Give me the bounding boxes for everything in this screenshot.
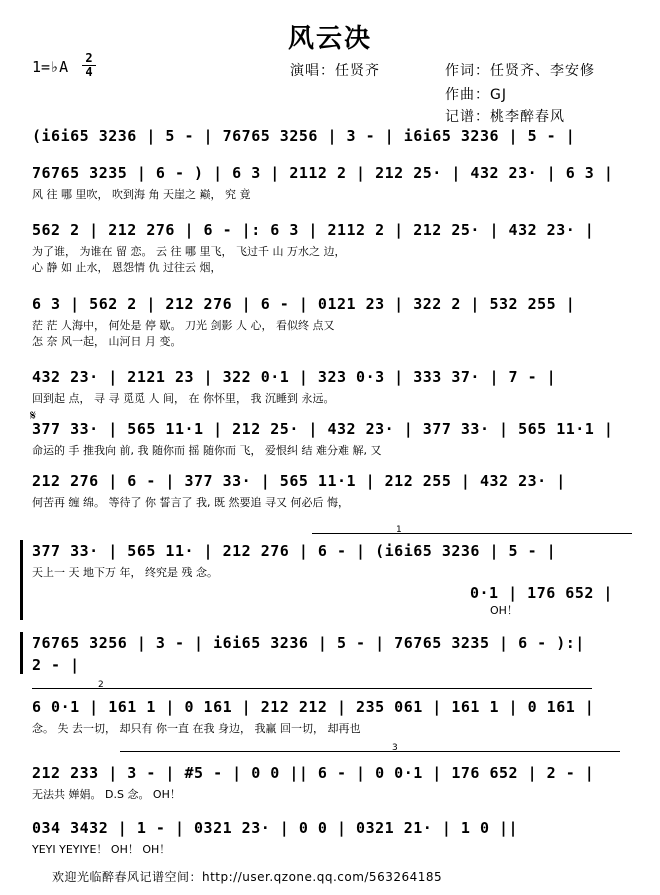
- key-signature: 1=♭A: [32, 58, 69, 76]
- lyric-line: 念。 失 去一切， 却只有 你一直 在我 身边， 我赢 回一切， 却再也: [32, 722, 361, 735]
- notation-line: 76765 3256 | 3 - | i6i65 3236 | 5 - | 76765 3235 | 6 - ):|: [32, 634, 585, 652]
- score-row-2: [20, 162, 640, 222]
- composer-credit: 作曲：GJ: [445, 87, 507, 103]
- volta-one-label: 1: [396, 525, 402, 535]
- lyric-line: 命运的 手 推我向 前, 我 随你而 摇 随你而 飞， 爱恨纠 结 难分难 解, 又: [32, 444, 382, 457]
- singer-credit: 演唱：任贤齐: [290, 63, 380, 79]
- time-signature: [82, 52, 96, 79]
- score-row-4: [20, 293, 640, 353]
- lyric-line: 回到起 点， 寻 寻 觅觅 人 间， 在 你怀里， 我 沉睡到 永远。: [32, 392, 335, 405]
- segno-sign: 𝄋: [30, 408, 37, 424]
- lyric-line: 天上一 天 地下万 年， 终究是 残 念。: [32, 566, 218, 579]
- score-row-7: [20, 470, 640, 530]
- notation-line: 76765 3235 | 6 - ) | 6 3 | 2112 2 | 212 25· | 432 23· | 6 3 |: [32, 164, 614, 182]
- notation-line: 562 2 | 212 276 | 6 - |: 6 3 | 2112 2 | 212 25· | 432 23· |: [32, 221, 595, 239]
- meter-top: 2: [82, 52, 96, 66]
- lyricist-credit: 作词：任贤齐、李安修: [445, 63, 595, 79]
- volta-one-alt-lyric: OH！: [490, 604, 518, 617]
- score-row-3: [20, 219, 640, 279]
- score-row-5: [20, 366, 640, 426]
- volta-three-label: 3: [392, 743, 398, 753]
- volta-two-start: 2 - |: [32, 656, 80, 674]
- footer-credit: 欢迎光临醉春风记谱空间：http://user.qzone.qq.com/563264185: [52, 870, 443, 884]
- notation-line: 377 33· | 565 11· | 212 276 | 6 - | (i6i65 3236 | 5 - |: [32, 542, 557, 560]
- notation-line: 6 0·1 | 161 1 | 0 161 | 212 212 | 235 061 | 161 1 | 0 161 |: [32, 698, 595, 716]
- score-row-6: [20, 418, 640, 478]
- score-row-11: [20, 762, 640, 822]
- notation-line: 212 276 | 6 - | 377 33· | 565 11·1 | 212 255 | 432 23· |: [32, 472, 566, 490]
- song-title: 风云决: [287, 24, 372, 54]
- lyric-line: 茫 茫 人海中， 何处是 停 歇。 刀光 剑影 人 心， 看似终 点又: [32, 319, 335, 332]
- lyric-line: 无法共 婵娟。 D.S 念。 OH！: [32, 788, 181, 801]
- lyric-line-2: 怎 奈 风一起， 山河日 月 变。: [32, 335, 182, 348]
- score-row-10: [20, 696, 640, 756]
- notation-line: 034 3432 | 1 - | 0321 23· | 0 0 | 0321 21· | 1 0 ||: [32, 819, 519, 837]
- notation-line: 377 33· | 565 11·1 | 212 25· | 432 23· | 377 33· | 565 11·1 |: [32, 420, 614, 438]
- meter-bottom: 4: [85, 65, 93, 79]
- lyric-line: 为了谁， 为谁在 留 恋。 云 往 哪 里飞， 飞过千 山 万水之 边，: [32, 245, 346, 258]
- notation-line: 432 23· | 2121 23 | 322 0·1 | 323 0·3 | 333 37· | 7 - |: [32, 368, 557, 386]
- score-row-9: [20, 632, 640, 692]
- notation-line: 212 233 | 3 - | #5 - | 0 0 || 6 - | 0 0·1 | 176 652 | 2 - |: [32, 764, 595, 782]
- notation-line: (i6i65 3236 | 5 - | 76765 3256 | 3 - | i6i65 3236 | 5 - |: [32, 127, 576, 145]
- notation-line: 6 3 | 562 2 | 212 276 | 6 - | 0121 23 | 322 2 | 532 255 |: [32, 295, 576, 313]
- lyric-line-2: 心 静 如 止水， 恩怨情 仇 过往云 烟，: [32, 261, 222, 274]
- lyric-line: 何苦再 缠 绵。 等待了 你 誓言了 我, 既 然要追 寻又 何必后 悔，: [32, 496, 349, 509]
- volta-two-line: [32, 688, 592, 689]
- volta-two-label: 2: [98, 680, 104, 690]
- lyric-line: YEYI YEYIYE！ OH！ OH！: [32, 843, 171, 856]
- transcriber-credit: 记谱：桃李醉春风: [445, 109, 565, 125]
- volta-one-line: [312, 533, 632, 534]
- volta-one-alt-notes: 0·1 | 176 652 |: [470, 584, 613, 602]
- lyric-line: 风 往 哪 里吹， 吹到海 角 天崖之 巅， 究 竟: [32, 188, 251, 201]
- volta-three-line: [120, 751, 620, 752]
